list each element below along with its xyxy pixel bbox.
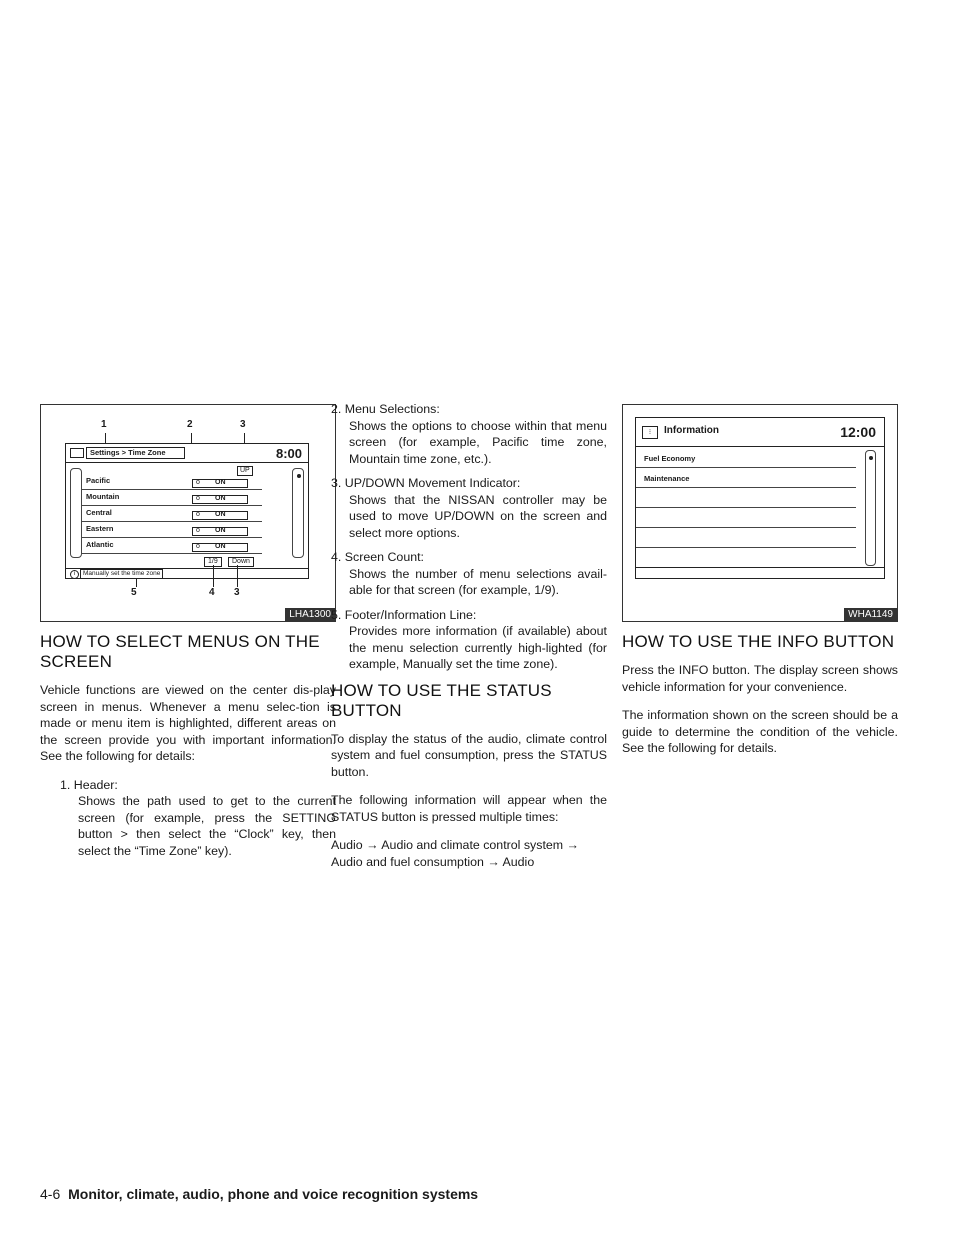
callout-3-top: 3 <box>240 419 246 430</box>
menu-icon <box>70 448 84 458</box>
footer-info-line <box>66 568 308 579</box>
on-toggle[interactable]: o ON <box>192 527 248 536</box>
column-right <box>622 404 898 769</box>
paragraph-status-3: Audio → Audio and climate control system → Audio and fuel consumption → Audio <box>331 838 579 869</box>
info-menu-icon: ⁝ <box>642 426 658 439</box>
list-item[interactable]: Pacific o ON <box>82 474 262 490</box>
down-indicator[interactable]: Down <box>228 557 254 567</box>
paragraph-status-2: The following information will appear when the STATUS button is pressed multiple times: <box>331 793 607 824</box>
scroll-position-indicator <box>297 474 301 478</box>
header-title: Settings > Time Zone <box>90 448 166 457</box>
list-item-menu-selections: 2. Menu Selections: Shows the options to choose within that menu screen (for example, Pacific time zone, Mountain time zone, etc.). <box>331 402 607 466</box>
on-toggle[interactable]: o ON <box>192 479 248 488</box>
list-item-header: 1. Header: Shows the path used to get to the current screen (for example, press the SETTING button > then select the “Clock” key, then select the “Time Zone” key). <box>60 777 336 858</box>
left-scroll-track <box>70 468 82 558</box>
on-toggle[interactable]: o ON <box>192 543 248 552</box>
details-list-part1 <box>40 777 336 860</box>
list-item[interactable]: Atlantic o ON <box>82 538 262 554</box>
list-item[interactable]: Eastern o ON <box>82 522 262 538</box>
list-item[interactable]: Central o ON <box>82 506 262 522</box>
header-title: Information <box>664 425 719 436</box>
callout-4: 4 <box>209 587 215 598</box>
list-item-screen-count: 4. Screen Count: Shows the number of menu selections avail-able for that screen (for example, 1/9). <box>331 550 607 597</box>
on-toggle[interactable]: o ON <box>192 511 248 520</box>
paragraph-intro: Vehicle functions are viewed on the center dis-play screen in menus. Whenever a menu selec-tion is made or menu item is highlighted, different areas on the screen provide you with important information. See the following for details: <box>40 683 336 763</box>
figure-time-zone-screen <box>40 404 336 622</box>
paragraph-info-2: The information shown on the screen should be a guide to determine the condition of the vehicle. See the following for details. <box>622 708 898 755</box>
list-item[interactable] <box>636 508 856 528</box>
figure-code: LHA1300 <box>285 608 335 621</box>
figure-code: WHA1149 <box>844 608 897 621</box>
clock: 12:00 <box>840 424 876 440</box>
chapter-title: Monitor, climate, audio, phone and voice recognition systems <box>68 1186 479 1202</box>
time-zone-screen <box>65 443 309 579</box>
callout-1: 1 <box>101 419 107 430</box>
list-item-footer: 5. Footer/Information Line: Provides more information (if available) about the menu selection currently high-lighted (for example, Manually set the time zone). <box>331 607 607 671</box>
page-number: 4-6 <box>40 1186 61 1202</box>
clock: 8:00 <box>275 446 302 461</box>
list-item[interactable] <box>636 548 856 568</box>
screen-footer-bar <box>636 567 884 578</box>
figure-information-screen <box>622 404 898 622</box>
callout-3-bottom: 3 <box>234 587 240 598</box>
paragraph-info-1: Press the INFO button. The display screen shows vehicle information for your convenience. <box>622 663 898 694</box>
up-indicator[interactable]: UP <box>237 466 253 476</box>
callout-2: 2 <box>187 419 193 430</box>
details-list-part2 <box>331 401 607 673</box>
right-scroll-track[interactable] <box>292 468 304 558</box>
list-item-up-down: 3. UP/DOWN Movement Indicator: Shows that the NISSAN controller may be used to move UP/DOWN on the screen and select more options. <box>331 476 607 540</box>
information-screen <box>635 417 885 579</box>
scroll-position-indicator <box>869 456 873 460</box>
list-item[interactable]: Mountain o ON <box>82 490 262 506</box>
list-item[interactable] <box>636 488 856 508</box>
paragraph-status-1: To display the status of the audio, climate control system and fuel consumption, press the STATUS button. <box>331 731 607 779</box>
info-icon: i <box>70 570 79 579</box>
list-item[interactable]: Maintenance <box>636 468 856 488</box>
on-toggle[interactable]: o ON <box>192 495 248 504</box>
section-title-info-button: HOW TO USE THE INFO BUTTON <box>622 632 895 651</box>
scroll-track[interactable] <box>865 450 876 566</box>
header-title-box <box>86 447 185 459</box>
screen-count: 1/9 <box>204 557 222 567</box>
column-middle <box>331 401 607 882</box>
column-left <box>40 404 336 867</box>
section-title-status-button: HOW TO USE THE STATUS BUTTON <box>331 680 552 720</box>
page-footer <box>40 1186 478 1202</box>
list-item[interactable]: Fuel Economy <box>636 448 856 468</box>
list-item[interactable] <box>636 528 856 548</box>
info-text: Manually set the time zone <box>80 569 163 579</box>
callout-5: 5 <box>131 587 137 598</box>
section-title-select-menus: HOW TO SELECT MENUS ON THE SCREEN <box>40 632 320 671</box>
